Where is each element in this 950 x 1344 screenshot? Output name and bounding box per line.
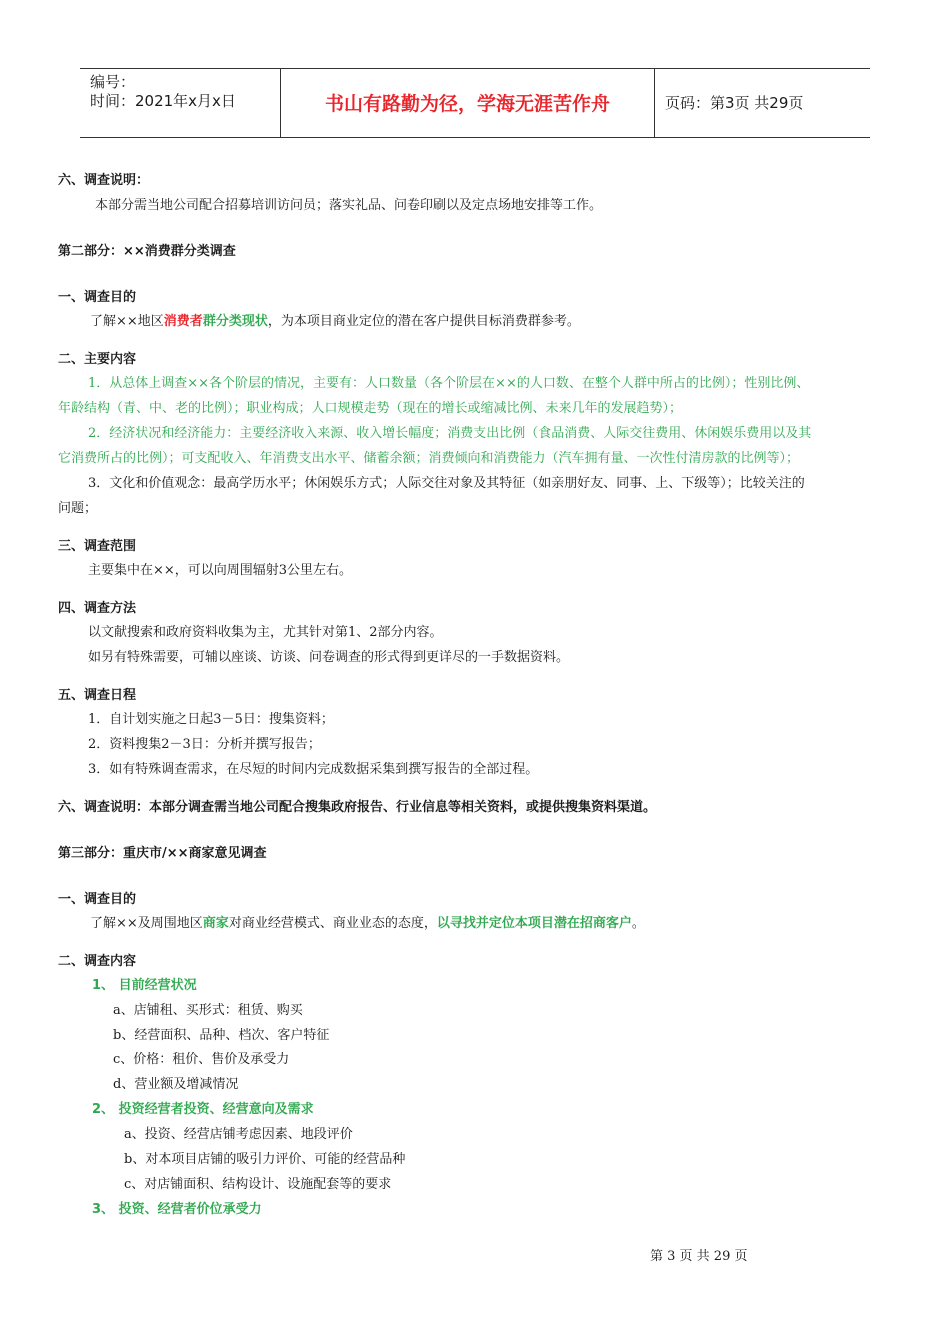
text-run: 了解××地区 bbox=[90, 314, 164, 329]
subheading: 1、 目前经营状况 bbox=[92, 978, 197, 993]
paragraph: 本部分需当地公司配合招募培训访问员；落实礼品、问卷印刷以及定点场地安排等工作。 bbox=[95, 198, 603, 213]
list-item: 2．资料搜集2－3日：分析并撰写报告； bbox=[88, 737, 321, 752]
paragraph: 如另有特殊需要，可辅以座谈、访谈、问卷调查的形式得到更详尽的一手数据资料。 bbox=[88, 650, 570, 665]
header-motto-cell bbox=[281, 69, 655, 137]
text-run: 对商业经营模式、商业业态的态度， bbox=[228, 916, 437, 931]
list-item: b、经营面积、品种、档次、客户特征 bbox=[113, 1028, 330, 1043]
section-heading: 三、调查范围 bbox=[58, 539, 137, 554]
section-heading: 一、调查目的 bbox=[58, 290, 137, 305]
subheading: 3、 投资、经营者价位承受力 bbox=[92, 1202, 262, 1217]
list-item-line: 3．文化和价值观念：最高学历水平；休闲娱乐方式；人际交往对象及其特征（如亲朋好友、同事、上、下级等）；比较关注的 bbox=[88, 476, 805, 491]
highlight-green: 以寻找并定位本项目潜在招商客户 bbox=[436, 916, 632, 931]
paragraph bbox=[90, 915, 645, 933]
section-heading: 五、调查日程 bbox=[58, 688, 137, 703]
list-item-line: 1．从总体上调查××各个阶层的情况，主要有：人口数量（各个阶层在××的人口数、在整个人群中所占的比例）；性别比例、 bbox=[88, 376, 810, 391]
highlight-green: 商家 bbox=[202, 916, 229, 931]
list-item-line: 2．经济状况和经济能力：主要经济收入来源、收入增长幅度；消费支出比例（食品消费、人际交往费用、休闲娱乐费用以及其 bbox=[88, 426, 812, 441]
header-page-cell bbox=[655, 69, 870, 137]
list-item-line: 问题； bbox=[58, 501, 98, 516]
doc-time-label: 时间：2021年x月x日 bbox=[90, 92, 236, 110]
subheading: 2、 投资经营者投资、经营意向及需求 bbox=[92, 1102, 314, 1117]
list-item: 1．自计划实施之日起3－5日：搜集资料； bbox=[88, 712, 334, 727]
list-item-line: 它消费所占的比例）；可支配收入、年消费支出水平、储蓄余额；消费倾向和消费能力（汽车拥有量、一次性付清房款的比例等）； bbox=[58, 451, 800, 466]
list-item: d、营业额及增减情况 bbox=[113, 1077, 239, 1092]
paragraph: 以文献搜索和政府资料收集为主，尤其针对第1、2部分内容。 bbox=[88, 625, 443, 640]
header-page-label: 页码：第3页 共29页 bbox=[665, 94, 804, 112]
part-title: 第二部分：××消费群分类调查 bbox=[58, 244, 236, 259]
section-heading: 六、调查说明：本部分调查需当地公司配合搜集政府报告、行业信息等相关资料，或提供搜集资料渠道。 bbox=[58, 800, 657, 815]
list-item: b、对本项目店铺的吸引力评价、可能的经营品种 bbox=[124, 1152, 406, 1167]
page-footer: 第 3 页 共 29 页 bbox=[650, 1249, 748, 1264]
list-item: a、投资、经营店铺考虑因素、地段评价 bbox=[124, 1127, 353, 1142]
section-heading: 四、调查方法 bbox=[58, 601, 137, 616]
list-item: 3．如有特殊调查需求，在尽短的时间内完成数据采集到撰写报告的全部过程。 bbox=[88, 762, 539, 777]
part-title: 第三部分：重庆市/××商家意见调查 bbox=[58, 846, 267, 861]
paragraph bbox=[90, 313, 580, 331]
text-run: 了解××及周围地区 bbox=[90, 916, 203, 931]
text-run: 。 bbox=[631, 916, 645, 931]
header-meta-cell bbox=[80, 69, 281, 137]
highlight-green: 群分类现状 bbox=[202, 314, 268, 329]
header-table bbox=[80, 68, 870, 138]
doc-number-label: 编号： bbox=[90, 73, 136, 91]
text-run: ，为本项目商业定位的潜在客户提供目标消费群参考。 bbox=[267, 314, 580, 329]
list-item-line: 年龄结构（青、中、老的比例）；职业构成；人口规模走势（现在的增长或缩减比例、未来几年的发展趋势）； bbox=[58, 401, 683, 416]
list-item: a、店铺租、买形式：租赁、购买 bbox=[113, 1003, 303, 1018]
header-motto: 书山有路勤为径，学海无涯苦作舟 bbox=[324, 93, 610, 115]
section-heading: 六、调查说明： bbox=[58, 173, 150, 188]
section-heading: 二、调查内容 bbox=[58, 954, 137, 969]
paragraph: 主要集中在××，可以向周围辐射3公里左右。 bbox=[88, 563, 353, 578]
section-heading: 二、主要内容 bbox=[58, 352, 137, 367]
highlight-red: 消费者 bbox=[163, 314, 203, 329]
section-heading: 一、调查目的 bbox=[58, 892, 137, 907]
list-item: c、价格：租价、售价及承受力 bbox=[113, 1052, 290, 1067]
list-item: c、对店铺面积、结构设计、设施配套等的要求 bbox=[124, 1177, 392, 1192]
